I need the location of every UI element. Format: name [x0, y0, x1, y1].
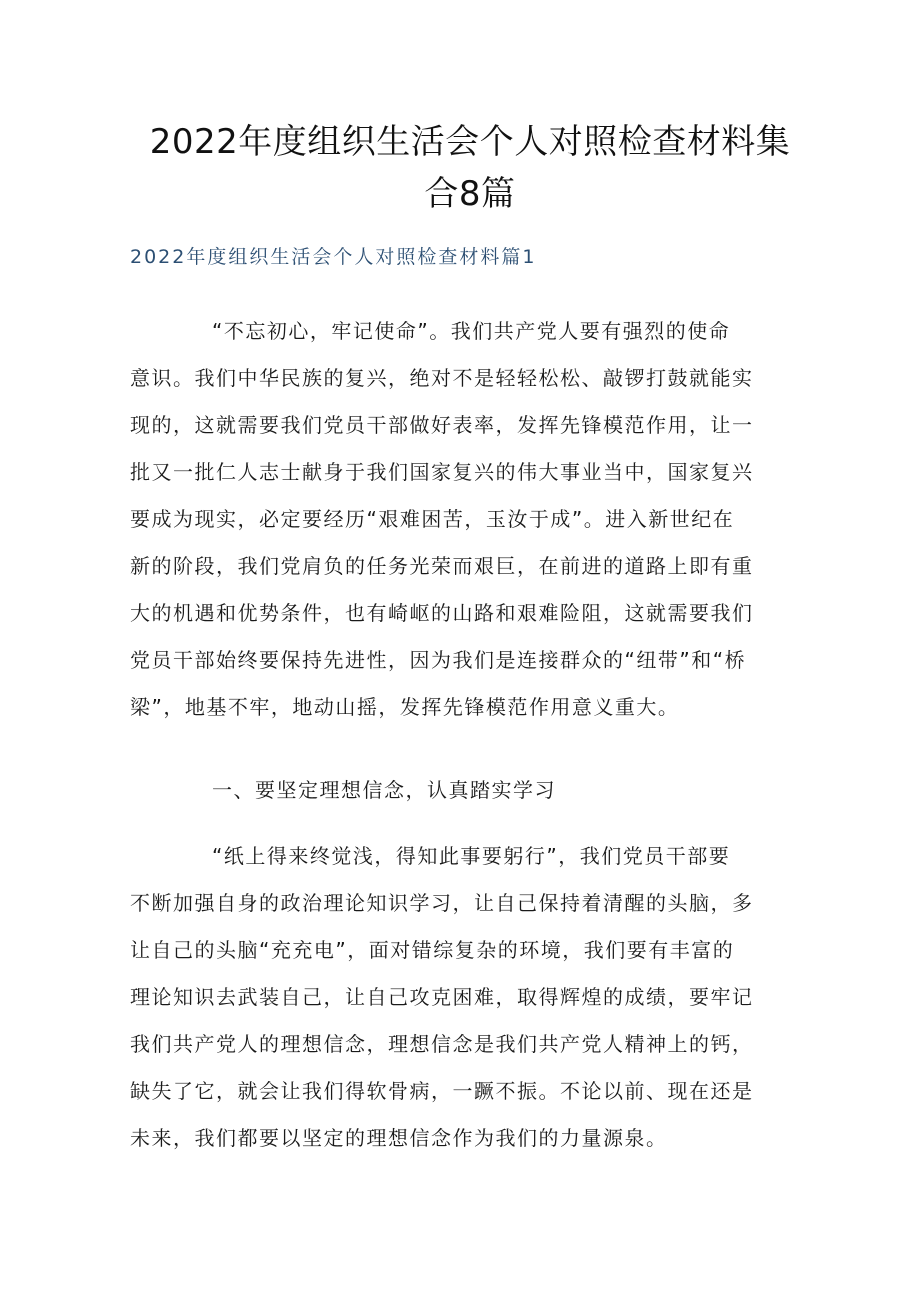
section-heading-1: 一、要坚定理想信念，认真踏实学习 — [212, 778, 556, 802]
paragraph-line: 理论知识去武装自己，让自己攻克困难，取得辉煌的成绩，要牢记 — [130, 985, 754, 1009]
paragraph-line: “纸上得来终觉浅，得知此事要躬行”，我们党员干部要 — [212, 844, 731, 868]
paragraph-line: 意识。我们中华民族的复兴，绝对不是轻轻松松、敲锣打鼓就能实 — [130, 366, 754, 390]
paragraph-line: 要成为现实，必定要经历“艰难困苦，玉汝于成”。进入新世纪在 — [130, 507, 735, 531]
paragraph-2 — [130, 833, 808, 1162]
paragraph-line: 大的机遇和优势条件，也有崎岖的山路和艰难险阻，这就需要我们 — [130, 601, 754, 625]
paragraph-line: 批又一批仁人志士献身于我们国家复兴的伟大事业当中，国家复兴 — [130, 460, 754, 484]
paragraph-line: “不忘初心，牢记使命”。我们共产党人要有强烈的使命 — [212, 319, 731, 343]
title-line-1: 2022年度组织生活会个人对照检查材料集 — [149, 122, 791, 162]
paragraph-line: 不断加强自身的政治理论知识学习，让自己保持着清醒的头脑，多 — [130, 891, 754, 915]
paragraph-line: 让自己的头脑“充充电”，面对错综复杂的环境，我们要有丰富的 — [130, 938, 735, 962]
document-title — [110, 116, 830, 220]
paragraph-line: 未来，我们都要以坚定的理想信念作为我们的力量源泉。 — [130, 1126, 668, 1150]
paragraph-line: 我们共产党人的理想信念，理想信念是我们共产党人精神上的钙， — [130, 1032, 754, 1056]
paragraph-line: 梁”，地基不牢，地动山摇，发挥先锋模范作用意义重大。 — [130, 695, 680, 719]
paragraph-1 — [130, 308, 808, 731]
paragraph-line: 现的，这就需要我们党员干部做好表率，发挥先锋模范作用，让一 — [130, 413, 754, 437]
paragraph-line: 缺失了它，就会让我们得软骨病，一蹶不振。不论以前、现在还是 — [130, 1079, 754, 1103]
paragraph-line: 党员干部始终要保持先进性，因为我们是连接群众的“纽带”和“桥 — [130, 648, 747, 672]
paragraph-line: 新的阶段，我们党肩负的任务光荣而艰巨，在前进的道路上即有重 — [130, 554, 754, 578]
document-subtitle: 2022年度组织生活会个人对照检查材料篇1 — [130, 246, 537, 268]
title-line-2: 合8篇 — [424, 174, 516, 214]
